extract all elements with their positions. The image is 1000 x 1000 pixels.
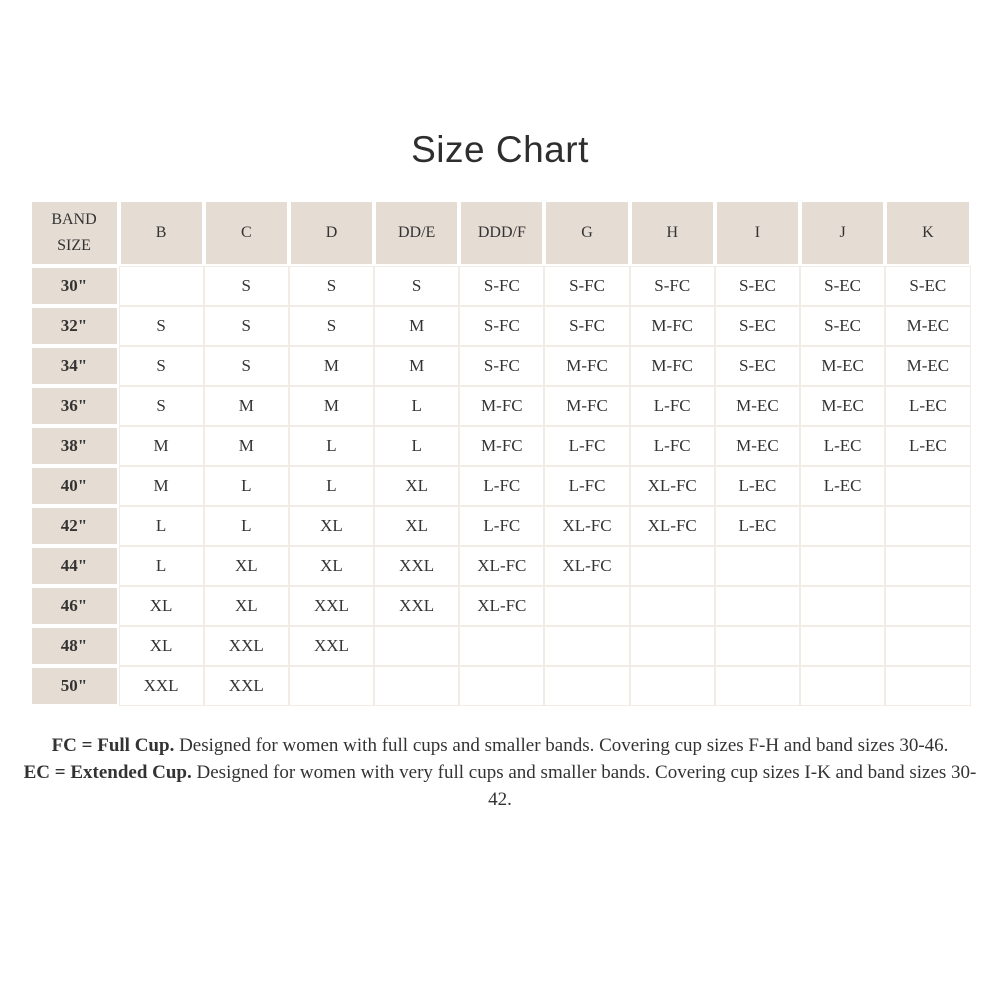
size-cell <box>800 666 885 706</box>
size-cell: L <box>119 546 204 586</box>
size-cell: XL <box>374 466 459 506</box>
size-cell: S <box>204 306 289 346</box>
footnotes <box>21 732 979 813</box>
size-cell <box>374 626 459 666</box>
table-row <box>30 666 971 706</box>
size-cell: M <box>289 386 374 426</box>
band-size-cell: 30" <box>30 266 119 306</box>
size-cell: S <box>119 306 204 346</box>
size-cell: XXL <box>374 546 459 586</box>
band-size-cell: 46" <box>30 586 119 626</box>
size-cell: M-EC <box>885 346 970 386</box>
size-cell <box>544 626 629 666</box>
size-cell: M <box>374 306 459 346</box>
size-cell: S <box>289 306 374 346</box>
size-cell: XXL <box>374 586 459 626</box>
table-body <box>30 266 971 706</box>
size-cell: S <box>119 346 204 386</box>
size-cell: S <box>374 266 459 306</box>
cup-size-header: B <box>119 200 204 266</box>
size-cell: L-FC <box>544 466 629 506</box>
size-cell: M <box>119 466 204 506</box>
size-cell <box>885 546 970 586</box>
size-cell: XL-FC <box>630 466 715 506</box>
table-header <box>30 200 971 266</box>
size-cell: M-FC <box>459 386 544 426</box>
band-size-cell: 42" <box>30 506 119 546</box>
band-size-cell: 48" <box>30 626 119 666</box>
table-row <box>30 346 971 386</box>
size-cell: L-EC <box>715 506 800 546</box>
size-cell <box>459 666 544 706</box>
footnote-fc-label: FC = Full Cup. <box>51 735 175 756</box>
table-row <box>30 306 971 346</box>
size-cell: XL <box>204 546 289 586</box>
table-row <box>30 506 971 546</box>
cup-size-header: DD/E <box>374 200 459 266</box>
size-cell: L-EC <box>715 466 800 506</box>
band-size-cell: 50" <box>30 666 119 706</box>
size-chart-table <box>30 200 971 706</box>
cup-size-header: C <box>204 200 289 266</box>
size-cell: XL <box>119 586 204 626</box>
cup-size-header: DDD/F <box>459 200 544 266</box>
size-cell: M-FC <box>544 346 629 386</box>
size-cell: XL <box>289 506 374 546</box>
band-size-cell: 36" <box>30 386 119 426</box>
size-cell: L <box>289 466 374 506</box>
cup-size-header: G <box>544 200 629 266</box>
band-size-cell: 32" <box>30 306 119 346</box>
cup-size-header: K <box>885 200 970 266</box>
size-cell: M <box>289 346 374 386</box>
size-cell: M <box>374 346 459 386</box>
size-cell: L <box>374 426 459 466</box>
size-cell: XXL <box>204 626 289 666</box>
size-cell: M-FC <box>630 306 715 346</box>
size-cell: M-EC <box>715 426 800 466</box>
footnote-fc <box>21 732 979 759</box>
size-cell: L-FC <box>630 386 715 426</box>
size-cell: L-FC <box>459 466 544 506</box>
size-cell: L-FC <box>544 426 629 466</box>
page-title: Size Chart <box>411 129 589 170</box>
size-cell: S-EC <box>715 266 800 306</box>
table-row <box>30 386 971 426</box>
size-cell: L <box>119 506 204 546</box>
size-cell <box>715 626 800 666</box>
size-cell: S <box>204 266 289 306</box>
size-cell <box>885 626 970 666</box>
table-row <box>30 586 971 626</box>
size-cell: S-FC <box>459 306 544 346</box>
size-cell: M <box>204 386 289 426</box>
size-cell: XXL <box>204 666 289 706</box>
size-cell: M <box>204 426 289 466</box>
size-cell: S-EC <box>885 266 970 306</box>
size-cell <box>800 586 885 626</box>
size-cell <box>630 626 715 666</box>
size-cell <box>800 626 885 666</box>
size-cell: L-EC <box>885 386 970 426</box>
size-cell: M-EC <box>800 386 885 426</box>
size-cell <box>630 546 715 586</box>
size-cell: S-EC <box>715 306 800 346</box>
size-cell <box>715 666 800 706</box>
band-size-cell: 44" <box>30 546 119 586</box>
size-cell: XXL <box>119 666 204 706</box>
size-cell: S-FC <box>459 346 544 386</box>
size-cell: XL-FC <box>544 546 629 586</box>
size-cell: XL-FC <box>630 506 715 546</box>
size-cell: L <box>204 506 289 546</box>
size-cell <box>885 666 970 706</box>
table-row <box>30 266 971 306</box>
table-row <box>30 546 971 586</box>
size-cell: M-FC <box>630 346 715 386</box>
size-cell: L-EC <box>800 466 885 506</box>
size-cell <box>119 266 204 306</box>
size-cell: M-FC <box>459 426 544 466</box>
size-cell <box>544 666 629 706</box>
footnote-fc-text: Designed for women with full cups and smaller bands. Covering cup sizes F-H and band sizes 30-46. <box>174 735 949 756</box>
size-cell <box>630 666 715 706</box>
size-cell: S-FC <box>630 266 715 306</box>
size-cell: S <box>119 386 204 426</box>
cup-size-header: H <box>630 200 715 266</box>
size-cell <box>885 466 970 506</box>
size-cell: M <box>119 426 204 466</box>
size-cell: XL-FC <box>459 586 544 626</box>
size-cell: S-FC <box>459 266 544 306</box>
band-size-header: BAND SIZE <box>30 200 119 266</box>
band-size-cell: 38" <box>30 426 119 466</box>
size-cell: L-EC <box>885 426 970 466</box>
band-size-cell: 34" <box>30 346 119 386</box>
size-cell: S-EC <box>800 306 885 346</box>
size-cell: XL <box>374 506 459 546</box>
cup-size-header: J <box>800 200 885 266</box>
size-cell: S-FC <box>544 266 629 306</box>
size-cell: L-FC <box>459 506 544 546</box>
footnote-ec-text: Designed for women with very full cups and smaller bands. Covering cup sizes I-K and band sizes 30-42. <box>191 762 977 810</box>
size-cell: M-EC <box>885 306 970 346</box>
size-cell: L <box>204 466 289 506</box>
size-cell <box>800 506 885 546</box>
size-cell <box>800 546 885 586</box>
size-cell <box>374 666 459 706</box>
size-cell: S <box>204 346 289 386</box>
table-row <box>30 626 971 666</box>
size-cell: M-EC <box>800 346 885 386</box>
size-cell: L <box>374 386 459 426</box>
size-cell: L <box>289 426 374 466</box>
size-cell: XXL <box>289 626 374 666</box>
size-cell <box>630 586 715 626</box>
size-cell: XL-FC <box>544 506 629 546</box>
band-size-cell: 40" <box>30 466 119 506</box>
size-cell: S-EC <box>715 346 800 386</box>
footnote-ec-label: EC = Extended Cup. <box>23 762 192 783</box>
size-cell <box>885 586 970 626</box>
size-cell <box>459 626 544 666</box>
size-cell <box>885 506 970 546</box>
size-cell: S <box>289 266 374 306</box>
size-cell: XL-FC <box>459 546 544 586</box>
cup-size-header: I <box>715 200 800 266</box>
size-cell <box>715 546 800 586</box>
size-cell: XL <box>119 626 204 666</box>
size-cell <box>715 586 800 626</box>
header-row <box>30 200 971 266</box>
table-row <box>30 466 971 506</box>
footnote-ec <box>21 759 979 813</box>
size-cell: S-EC <box>800 266 885 306</box>
size-cell: XL <box>289 546 374 586</box>
size-cell: L-EC <box>800 426 885 466</box>
size-cell: M-EC <box>715 386 800 426</box>
size-cell: M-FC <box>544 386 629 426</box>
size-cell: L-FC <box>630 426 715 466</box>
size-cell <box>544 586 629 626</box>
size-cell: XL <box>204 586 289 626</box>
size-cell: S-FC <box>544 306 629 346</box>
cup-size-header: D <box>289 200 374 266</box>
size-cell: XXL <box>289 586 374 626</box>
table-row <box>30 426 971 466</box>
size-cell <box>289 666 374 706</box>
